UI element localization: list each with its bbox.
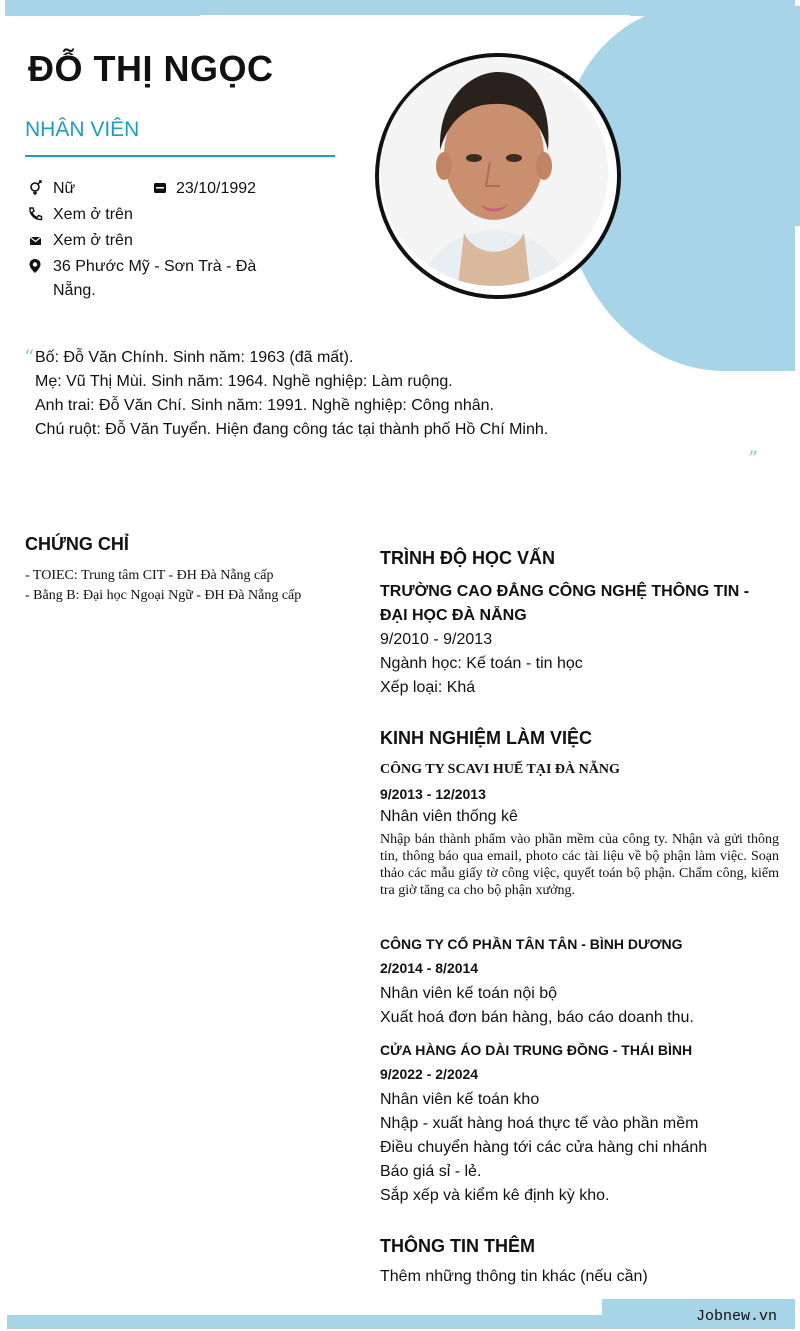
gender-icon bbox=[27, 180, 43, 196]
family-line: Chú ruột: Đỗ Văn Tuyển. Hiện đang công tác tại thành phố Hồ Chí Minh. bbox=[35, 421, 549, 438]
certificates-title: CHỨNG CHỈ bbox=[25, 534, 129, 554]
education-grade: Xếp loại: Khá bbox=[380, 679, 476, 696]
job-position: Nhân viên kế toán kho bbox=[380, 1091, 540, 1108]
job-company: CÔNG TY CỔ PHẦN TÂN TÂN - BÌNH DƯƠNG bbox=[380, 936, 683, 952]
certificate-item: - TOIEC: Trung tâm CIT - ĐH Đà Nẵng cấp bbox=[25, 568, 274, 583]
job-details bbox=[380, 1088, 780, 1208]
candidate-name: ĐỖ THỊ NGỌC bbox=[28, 48, 274, 89]
job-detail-line: Báo giá sỉ - lẻ. bbox=[380, 1163, 482, 1180]
phone-row bbox=[27, 206, 43, 227]
education-major: Ngành học: Kế toán - tin học bbox=[380, 655, 583, 672]
job-company: CÔNG TY SCAVI HUẾ TẠI ĐÀ NẴNG bbox=[380, 762, 620, 777]
birthday-row bbox=[152, 180, 168, 201]
certificates-list bbox=[25, 566, 301, 606]
brand-link[interactable]: Jobnew.vn bbox=[696, 1308, 778, 1325]
education-title: TRÌNH ĐỘ HỌC VẤN bbox=[380, 548, 555, 568]
extra-text: Thêm những thông tin khác (nếu cần) bbox=[380, 1268, 648, 1285]
job-detail-line: Xuất hoá đơn bán hàng, báo cáo doanh thu. bbox=[380, 1009, 694, 1026]
location-pin-icon bbox=[27, 258, 43, 274]
family-info bbox=[35, 346, 548, 442]
email-icon bbox=[27, 232, 43, 248]
role-underline bbox=[25, 155, 335, 157]
job-detail-line: Điều chuyển hàng tới các cửa hàng chi nhánh bbox=[380, 1139, 708, 1156]
extra-title: THÔNG TIN THÊM bbox=[380, 1236, 535, 1256]
job-position: Nhân viên kế toán nội bộ bbox=[380, 985, 558, 1002]
calendar-icon bbox=[152, 180, 168, 196]
quote-close-mark: ” bbox=[748, 446, 759, 470]
job-period: 9/2022 - 2/2024 bbox=[380, 1066, 479, 1082]
certificate-item: - Bằng B: Đại học Ngoại Ngữ - ĐH Đà Nẵng cấp bbox=[25, 588, 302, 603]
top-decor-gap bbox=[200, 15, 630, 18]
school-name-line: ĐẠI HỌC ĐÀ NẴNG bbox=[380, 607, 527, 624]
phone-icon bbox=[27, 206, 43, 222]
job-detail-line: Sắp xếp và kiểm kê định kỳ kho. bbox=[380, 1187, 610, 1204]
school-name bbox=[380, 580, 780, 628]
school-name-line: TRƯỜNG CAO ĐẲNG CÔNG NGHỆ THÔNG TIN - bbox=[380, 583, 750, 600]
job-period: 2/2014 - 8/2014 bbox=[380, 960, 479, 976]
address-line-2: Nẵng. bbox=[53, 282, 96, 299]
email-text[interactable]: Xem ở trên bbox=[53, 232, 133, 249]
job-details bbox=[380, 982, 780, 1030]
education-details bbox=[380, 628, 780, 700]
family-line: Bố: Đỗ Văn Chính. Sinh năm: 1963 (đã mất). bbox=[35, 349, 354, 366]
family-line: Mẹ: Vũ Thị Mùi. Sinh năm: 1964. Nghề nghiệp: Làm ruộng. bbox=[35, 373, 453, 390]
education-period: 9/2010 - 9/2013 bbox=[380, 631, 493, 648]
job-period: 9/2013 - 12/2013 bbox=[380, 786, 486, 802]
avatar bbox=[380, 58, 608, 286]
email-row bbox=[27, 232, 43, 253]
family-line: Anh trai: Đỗ Văn Chí. Sinh năm: 1991. Nghề nghiệp: Công nhân. bbox=[35, 397, 494, 414]
job-description: Nhập bán thành phẩm vào phần mềm của công ty. Nhận và gửi thông tin, thông báo qua email, photo các tài liệu về bộ phận làm việc. Soạn thảo các mẫu giấy tờ công việc, quyết toán bộ phận. Chấm công, kiểm tra giờ tăng ca cho bộ phận xưởng. bbox=[380, 832, 779, 898]
job-detail-line: Nhập - xuất hàng hoá thực tế vào phần mềm bbox=[380, 1115, 699, 1132]
job-position: Nhân viên thống kê bbox=[380, 808, 518, 825]
experience-title: KINH NGHIỆM LÀM VIỆC bbox=[380, 728, 593, 748]
candidate-role: NHÂN VIÊN bbox=[25, 118, 140, 141]
gender-text: Nữ bbox=[53, 180, 76, 197]
avatar-portrait bbox=[380, 58, 608, 286]
phone-text[interactable]: Xem ở trên bbox=[53, 206, 133, 223]
job-company: CỬA HÀNG ÁO DÀI TRUNG ĐỒNG - THÁI BÌNH bbox=[380, 1042, 693, 1058]
gender-row bbox=[27, 180, 43, 201]
quote-open-mark: “ bbox=[24, 345, 35, 369]
address-line-1: 36 Phước Mỹ - Sơn Trà - Đà bbox=[53, 258, 257, 275]
birthday-text: 23/10/1992 bbox=[176, 180, 257, 197]
address-row bbox=[27, 258, 43, 279]
